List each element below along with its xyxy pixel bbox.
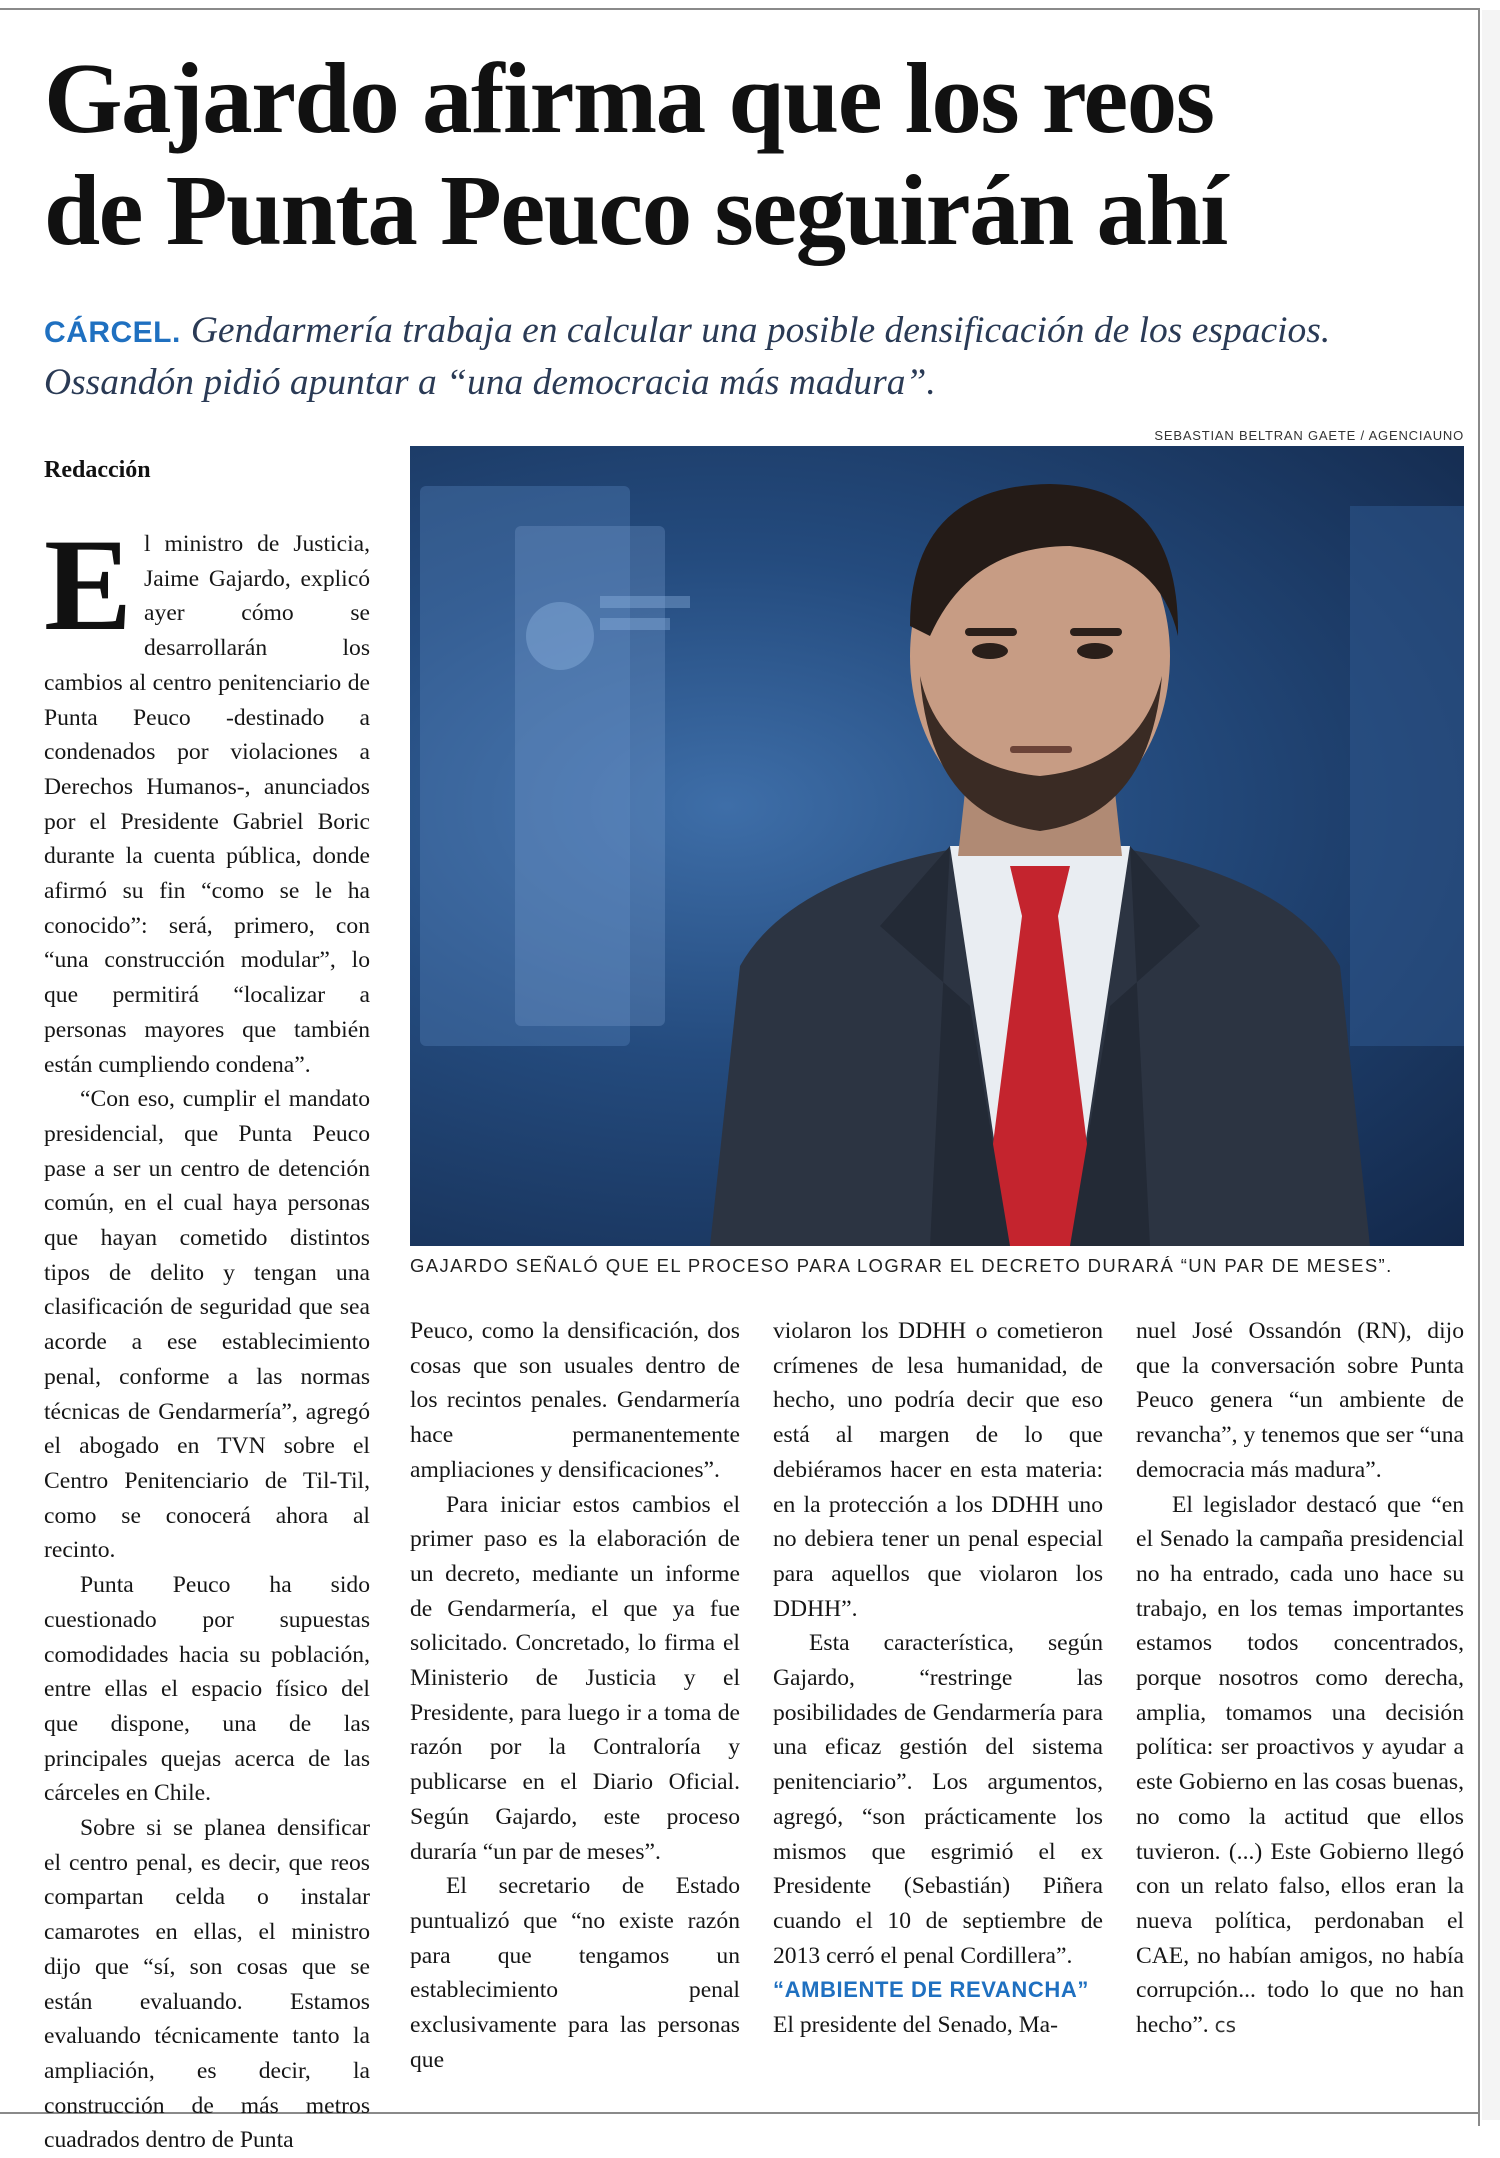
paragraph: Esta característica, según Gajardo, “restringe las posibilidades de Gendarmería para una eficaz gestión del sistema penitenciario”. Los argumentos, agregó, “son prácticamente los mismos que esgrimió el ex Presidente (Sebastián) Piñera cuando el 10 de septiembre de 2013 cerró el penal Cordillera”. bbox=[773, 1630, 1103, 1969]
paragraph: Peuco, como la densificación, dos cosas que son usuales dentro de los recintos penales. Gendarmería hace permanentemente ampliaciones y densificaciones”. bbox=[410, 1318, 740, 1483]
paragraph: El secretario de Estado puntualizó que “no existe razón para que tengamos un establecimiento penal exclusivamente para las personas que bbox=[410, 1873, 740, 2073]
headline-line-1: Gajardo afirma que los reos bbox=[44, 42, 1214, 154]
photo-caption: GAJARDO SEÑALÓ QUE EL PROCESO PARA LOGRAR EL DECRETO DURARÁ “UN PAR DE MESES”. bbox=[410, 1255, 1393, 1276]
right-eyebrow bbox=[1070, 628, 1122, 636]
headline bbox=[44, 42, 1464, 266]
byline: Redacción bbox=[44, 457, 151, 483]
section-subhead: “AMBIENTE DE REVANCHA” bbox=[773, 1977, 1089, 2003]
paragraph bbox=[44, 511, 370, 1082]
backdrop-panel-right bbox=[1350, 506, 1464, 1046]
headline-line-2: de Punta Peuco seguirán ahí bbox=[44, 154, 1227, 266]
paragraph: nuel José Ossandón (RN), dijo que la conversación sobre Punta Peuco genera “un ambiente de revancha”, y tenemos que ser “una democracia más madura”. bbox=[1136, 1318, 1464, 1483]
text-column-4 bbox=[1136, 1314, 1464, 2043]
article-photo bbox=[410, 446, 1464, 1246]
paragraph: Para iniciar estos cambios el primer paso es la elaboración de un decreto, mediante un informe de Gendarmería, el que ya fue solicitado. Concretado, lo firma el Ministerio de Justicia y el Presidente, para luego ir a toma de razón por la Contraloría y publicarse en el Diario Oficial. Según Gajardo, este proceso duraría “un par de meses”. bbox=[410, 1491, 740, 1865]
end-mark-icon: cs bbox=[1214, 2013, 1237, 2038]
right-eye bbox=[1077, 643, 1113, 659]
paragraph: violaron los DDHH o cometieron crímenes de lesa humanidad, de hecho, uno podría decir que eso está al margen de lo que debiéramos hacer en esta materia: en la protección a los DDHH uno no debiera tener un penal especial para aquellos que violaron los DDHH”. bbox=[773, 1318, 1103, 1622]
paragraph-text: l ministro de Justicia, Jaime Gajardo, explicó ayer cómo se desarrollarán los cambios al centro penitenciario de Punta Peuco -destinado a condenados por violaciones a Derechos Humanos-, anunciados por el Presidente Gabriel Boric durante la cuenta pública, donde afirmó su fin “como se le ha conocido”: será, primero, con “una construcción modular”, lo que permitirá “localizar a personas mayores que también están cumpliendo condena”. bbox=[44, 531, 370, 1078]
drop-cap: E bbox=[44, 511, 133, 658]
right-column-rule bbox=[1478, 8, 1480, 2126]
text-column-2 bbox=[410, 1314, 740, 2077]
lede-text: Gendarmería trabaja en calcular una posible densificación de los espacios. Ossandón pidió apuntar a “una democracia más madura”. bbox=[44, 310, 1331, 403]
lede bbox=[44, 306, 1444, 408]
backdrop-sign-text-1 bbox=[600, 596, 690, 608]
left-eye bbox=[972, 643, 1008, 659]
left-eyebrow bbox=[965, 628, 1017, 636]
text-column-3 bbox=[773, 1314, 1103, 2043]
paragraph bbox=[1136, 1488, 1464, 2043]
text-column-1 bbox=[44, 511, 370, 2158]
paragraph: El presidente del Senado, Ma- bbox=[773, 2012, 1059, 2039]
portrait-illustration bbox=[410, 446, 1464, 1246]
backdrop-logo bbox=[526, 602, 594, 670]
adjacent-page-edge bbox=[1482, 10, 1500, 2120]
paragraph: “Con eso, cumplir el mandato presidencial, que Punta Peuco pase a ser un centro de detención común, en el cual haya personas que hayan cometido distintos tipos de delito y tengan una clasificación de seguridad que sea acorde a ese establecimiento penal, conforme a las normas técnicas de Gendarmería”, agregó el abogado en TVN sobre el Centro Penitenciario de Til-Til, como se conocerá ahora al recinto. bbox=[44, 1086, 370, 1564]
kicker: CÁRCEL. bbox=[44, 316, 181, 349]
paragraph: Sobre si se planea densificar el centro penal, es decir, que reos compartan celda o instalar camarotes en ellas, el ministro dijo que “sí, son cosas que se están evaluando. Estamos evaluando técnicamente tanto la ampliación, es decir, la construcción de más metros cuadrados dentro de Punta bbox=[44, 1815, 370, 2154]
backdrop-sign-text-2 bbox=[600, 618, 670, 630]
photo-credit: SEBASTIAN BELTRAN GAETE / AGENCIAUNO bbox=[1154, 428, 1464, 443]
mouth bbox=[1010, 746, 1072, 753]
paragraph: Punta Peuco ha sido cuestionado por supuestas comodidades hacia su población, entre ellas el espacio físico del que dispone, una de las principales quejas acerca de las cárceles en Chile. bbox=[44, 1572, 370, 1807]
paragraph-text: El legislador destacó que “en el Senado la campaña presidencial no ha entrado, cada uno hace su trabajo, en los temas importantes estamos todos concentrados, porque nosotros como derecha, amplia, tomamos una decisión política: ser proactivos y ayudar a este Gobierno en las cosas buenas, no como la actitud que ellos tuvieron. (...) Este Gobierno llegó con un relato falso, ellos eran la nueva política, perdonaban el CAE, no habían amigos, no había corrupción... todo lo que no han hecho”. bbox=[1136, 1491, 1464, 2039]
top-rule bbox=[0, 8, 1478, 10]
